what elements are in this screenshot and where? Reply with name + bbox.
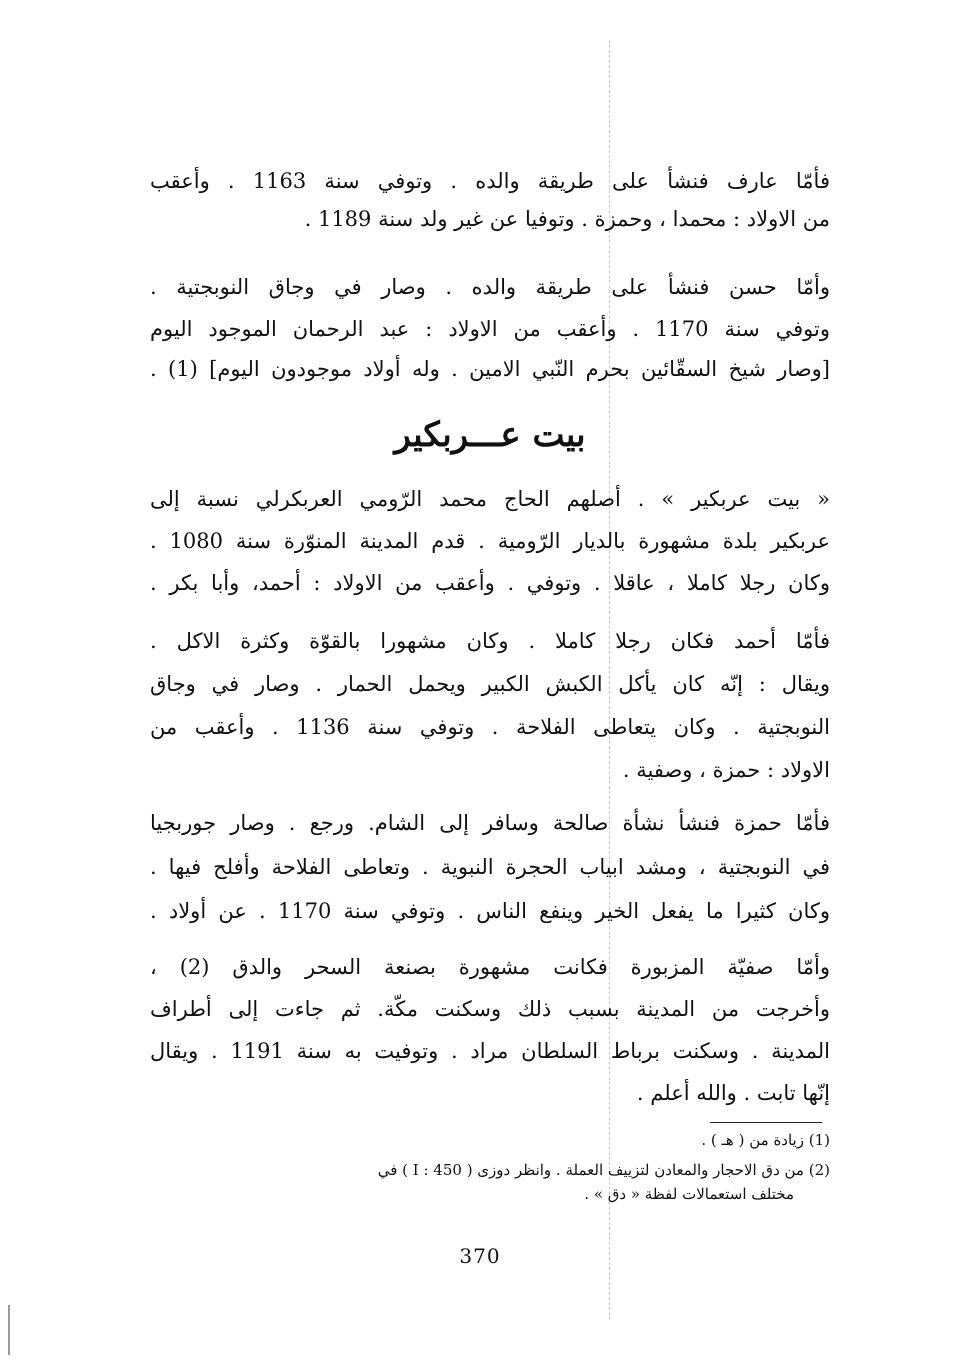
footnote-2: (2) من دق الاحجار والمعادن لتزييف العملة . وانظر دوزى ( I : 450 ) في bbox=[377, 1161, 830, 1179]
paragraph-hasan bbox=[150, 272, 830, 384]
paragraph-ahmad bbox=[150, 626, 830, 785]
paragraph-line: في النوبجتية ، ومشد ابياب الحجرة النبوية . وتعاطى الفلاحة وأفلح فيها . bbox=[150, 855, 830, 879]
paragraph-line: ويقال : إنّه كان يأكل الكبش الكبير ويحمل الحمار . وصار في وجاق bbox=[150, 672, 830, 696]
page-number: 370 bbox=[459, 1244, 501, 1268]
paragraph-line: [وصار شيخ السقّائين بحرم النّبي الامين . وله أولاد موجودون اليوم] (1) . bbox=[150, 357, 830, 381]
paragraph-line: فأمّا عارف فنشأ على طريقة والده . وتوفي سنة 1163 . وأعقب bbox=[150, 169, 830, 193]
paragraph-hamza bbox=[150, 808, 830, 926]
paragraph-line: النوبجتية . وكان يتعاطى الفلاحة . وتوفي سنة 1136 . وأعقب من bbox=[150, 715, 830, 739]
paragraph-line: الاولاد : حمزة ، وصفية . bbox=[622, 758, 830, 782]
paragraph-bayt-arabkir bbox=[150, 484, 830, 598]
paragraph-line: وتوفي سنة 1170 . وأعقب من الاولاد : عبد الرحمان الموجود اليوم bbox=[150, 317, 830, 341]
footnote-1: (1) زيادة من ( هـ ) . bbox=[701, 1131, 830, 1149]
paragraph-line: إنّها تابت . والله أعلم . bbox=[636, 1081, 830, 1105]
section-heading: بيت عـــربكير bbox=[394, 415, 586, 455]
paragraph-safiyya bbox=[150, 952, 830, 1108]
footnote-separator bbox=[710, 1122, 822, 1123]
paragraph-aref bbox=[150, 166, 830, 234]
paragraph-line: وأمّا صفيّة المزبورة فكانت مشهورة بصنعة السحر والدق (2) ، bbox=[150, 955, 830, 979]
paragraph-line: من الاولاد : محمدا ، وحمزة . وتوفيا عن غير ولد سنة 1189 . bbox=[304, 207, 830, 231]
footnotes bbox=[150, 1128, 830, 1206]
paragraph-line: فأمّا حمزة فنشأ نشأة صالحة وسافر إلى الشام. ورجع . وصار جوربجيا bbox=[150, 811, 830, 835]
paragraph-line: وكان رجلا كاملا ، عاقلا . وتوفي . وأعقب من الاولاد : أحمد، وأبا بكر . bbox=[150, 571, 830, 595]
paragraph-line: المدينة . وسكنت برباط السلطان مراد . وتوفيت به سنة 1191 . ويقال bbox=[150, 1039, 830, 1063]
paragraph-line: فأمّا أحمد فكان رجلا كاملا . وكان مشهورا بالقوّة وكثرة الاكل . bbox=[150, 629, 830, 653]
paragraph-line: « بيت عربكير » . أصلهم الحاج محمد الرّومي العربكرلي نسبة إلى bbox=[150, 487, 830, 511]
paragraph-line: وأخرجت من المدينة بسبب ذلك وسكنت مكّة. ثم جاءت إلى أطراف bbox=[150, 997, 830, 1021]
scan-edge-mark bbox=[8, 1305, 10, 1355]
paragraph-line: وأمّا حسن فنشأ على طريقة والده . وصار في وجاق النوبجتية . bbox=[150, 275, 830, 299]
paragraph-line: عربكير بلدة مشهورة بالديار الرّومية . قدم المدينة المنوّرة سنة 1080 . bbox=[150, 529, 830, 553]
paragraph-line: وكان كثيرا ما يفعل الخير وينفع الناس . وتوفي سنة 1170 . عن أولاد . bbox=[150, 899, 831, 923]
footnote-2-continuation: مختلف استعمالات لفظة « دق » . bbox=[584, 1185, 794, 1203]
